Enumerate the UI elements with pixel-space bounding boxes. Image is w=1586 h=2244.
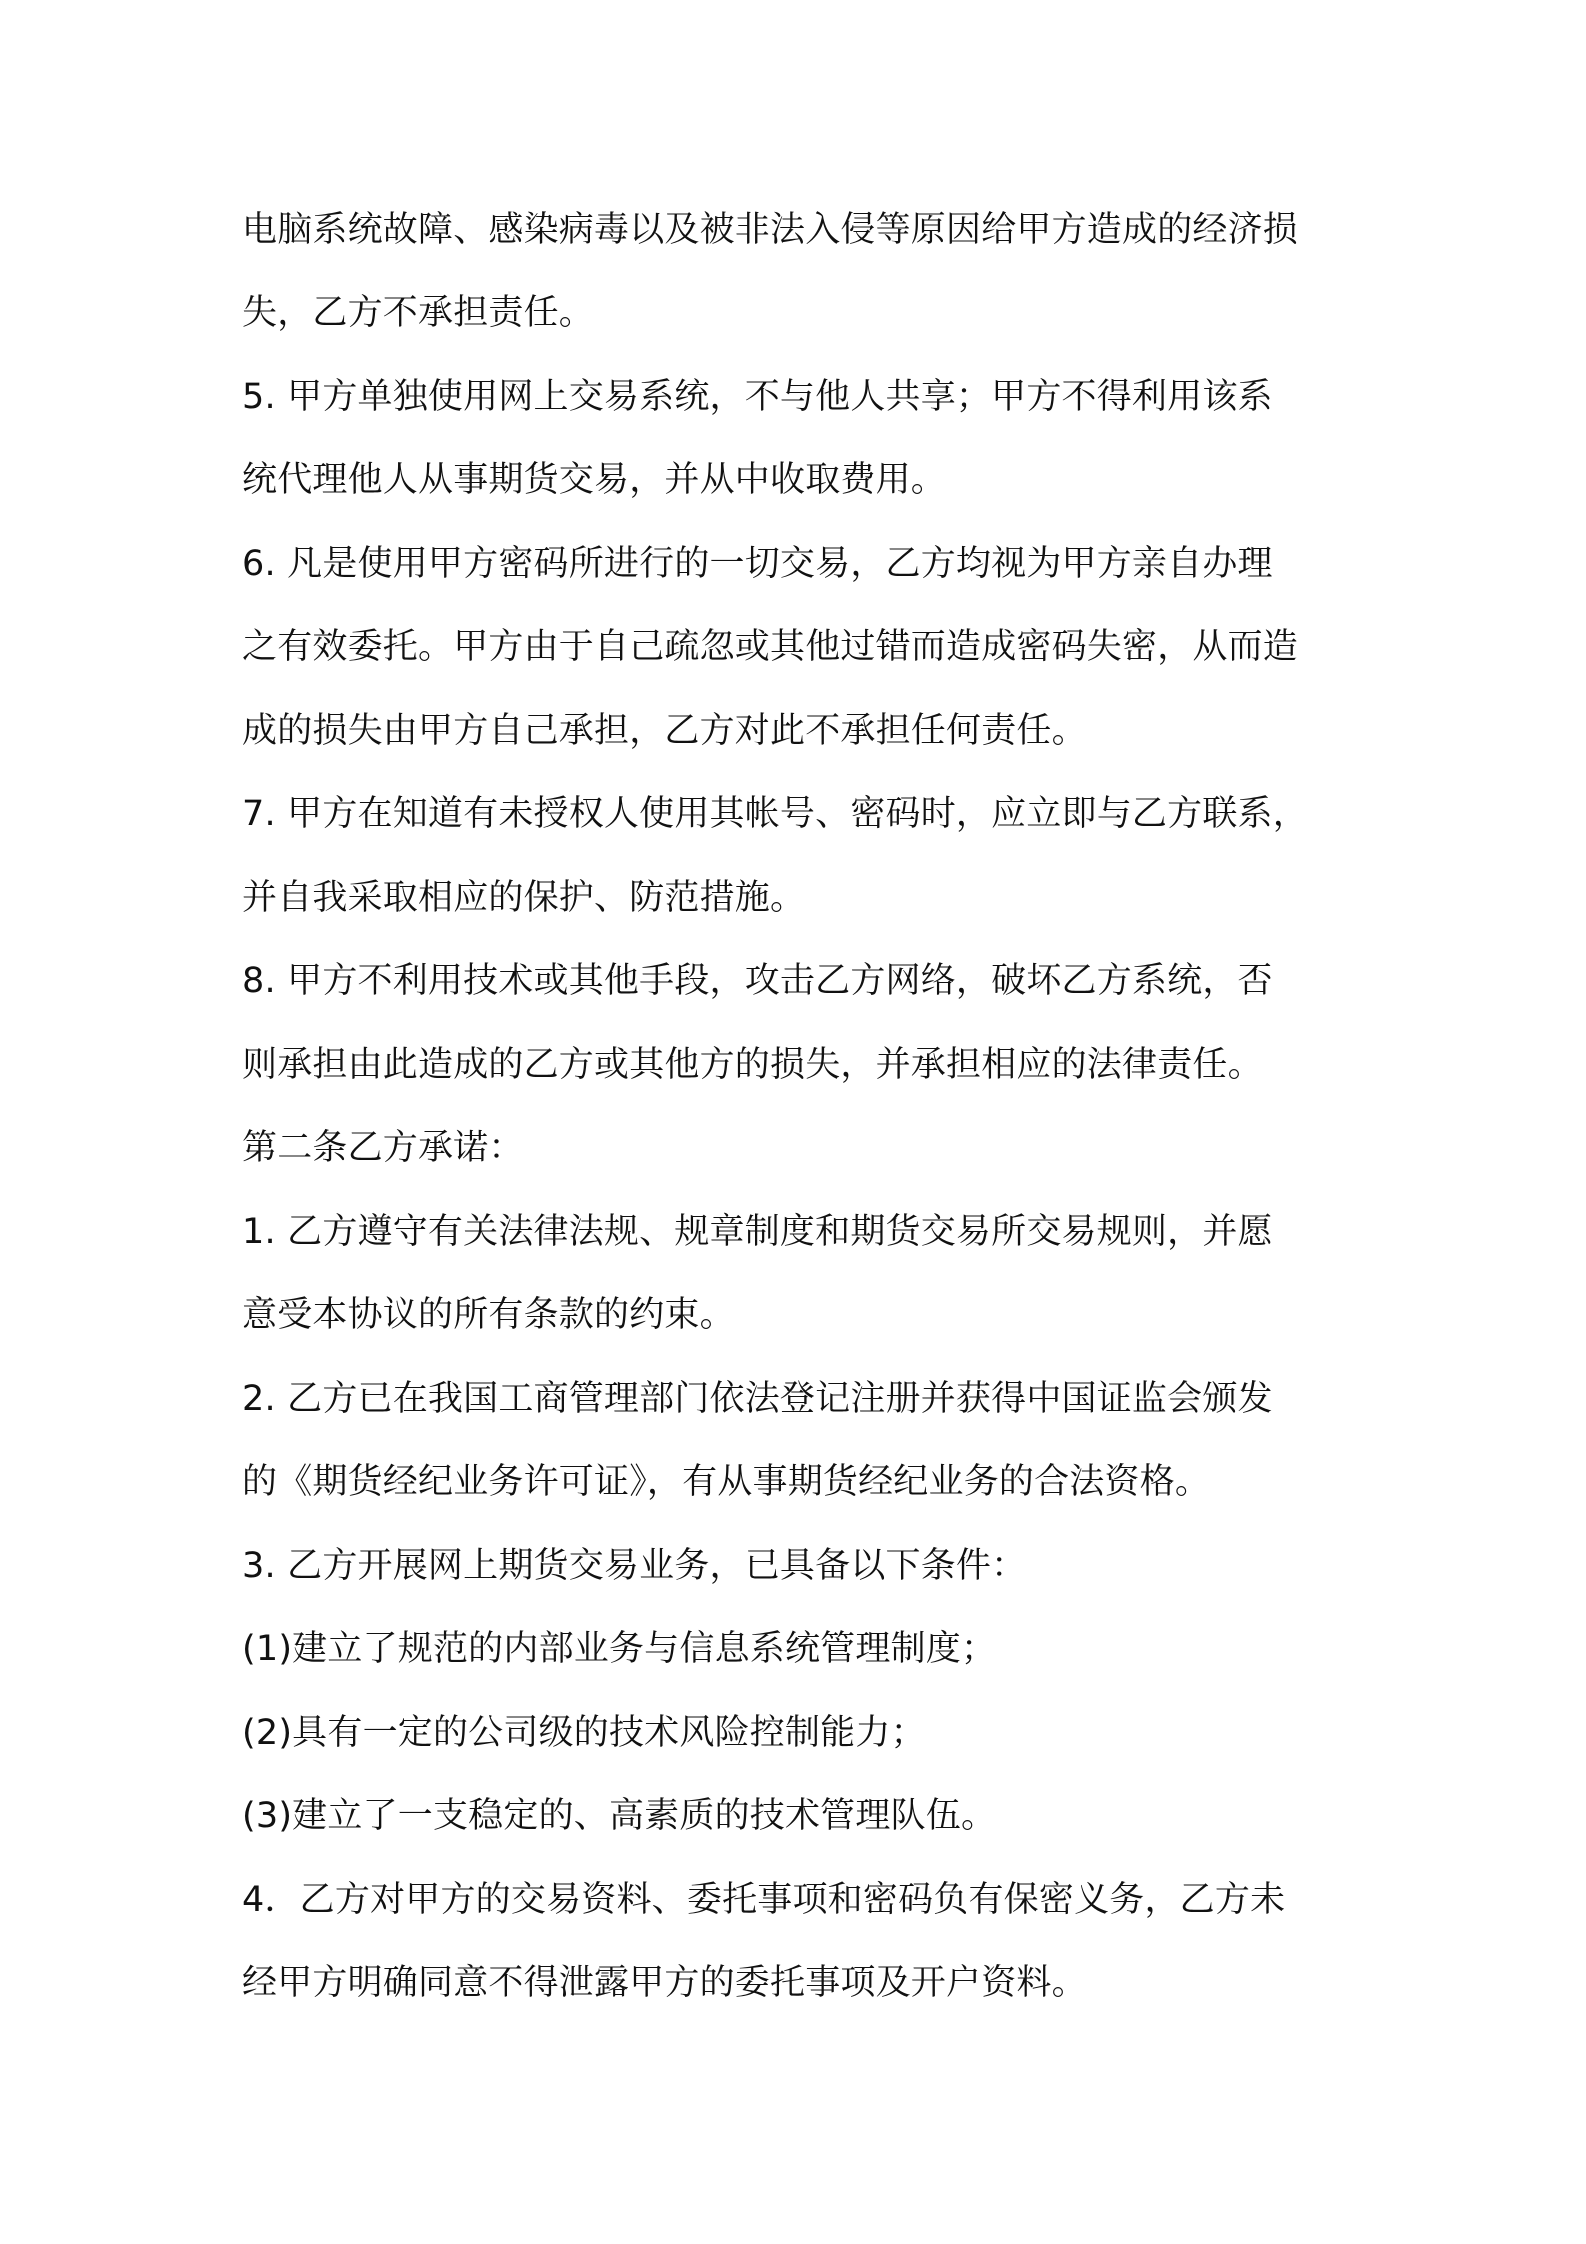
text-line: (2)具有一定的公司级的技术风险控制能力； bbox=[242, 1713, 926, 1753]
text-line: 8. 甲方不利用技术或其他手段，攻击乙方网络，破坏乙方系统，否 bbox=[242, 961, 1273, 1001]
text-line: 统代理他人从事期货交易，并从中收取费用。 bbox=[242, 460, 947, 500]
text-line: 4．乙方对甲方的交易资料、委托事项和密码负有保密义务，乙方未 bbox=[242, 1880, 1286, 1920]
text-line: 并自我采取相应的保护、防范措施。 bbox=[242, 878, 806, 918]
text-line: 经甲方明确同意不得泄露甲方的委托事项及开户资料。 bbox=[242, 1963, 1087, 2003]
text-line: 成的损失由甲方自己承担，乙方对此不承担任何责任。 bbox=[242, 711, 1087, 751]
text-line: 意受本协议的所有条款的约束。 bbox=[242, 1295, 735, 1335]
text-line: 的《期货经纪业务许可证》，有从事期货经纪业务的合法资格。 bbox=[242, 1462, 1211, 1502]
text-line: 之有效委托。甲方由于自己疏忽或其他过错而造成密码失密，从而造 bbox=[242, 627, 1299, 667]
text-line: 则承担由此造成的乙方或其他方的损失，并承担相应的法律责任。 bbox=[242, 1045, 1263, 1085]
text-line: 2. 乙方已在我国工商管理部门依法登记注册并获得中国证监会颁发 bbox=[242, 1379, 1273, 1419]
text-line: (3)建立了一支稳定的、高素质的技术管理队伍。 bbox=[242, 1796, 997, 1836]
text-line: 5. 甲方单独使用网上交易系统，不与他人共享；甲方不得利用该系 bbox=[242, 377, 1273, 417]
text-line: (1)建立了规范的内部业务与信息系统管理制度； bbox=[242, 1629, 997, 1669]
section-heading: 第二条乙方承诺： bbox=[242, 1128, 524, 1168]
text-line: 7. 甲方在知道有未授权人使用其帐号、密码时，应立即与乙方联系， bbox=[242, 794, 1308, 834]
text-line: 失，乙方不承担责任。 bbox=[242, 293, 595, 333]
text-line: 1. 乙方遵守有关法律法规、规章制度和期货交易所交易规则，并愿 bbox=[242, 1212, 1273, 1252]
text-line: 电脑系统故障、感染病毒以及被非法入侵等原因给甲方造成的经济损 bbox=[242, 210, 1299, 250]
text-line: 6. 凡是使用甲方密码所进行的一切交易，乙方均视为甲方亲自办理 bbox=[242, 544, 1273, 584]
text-line: 3. 乙方开展网上期货交易业务，已具备以下条件： bbox=[242, 1546, 1027, 1586]
